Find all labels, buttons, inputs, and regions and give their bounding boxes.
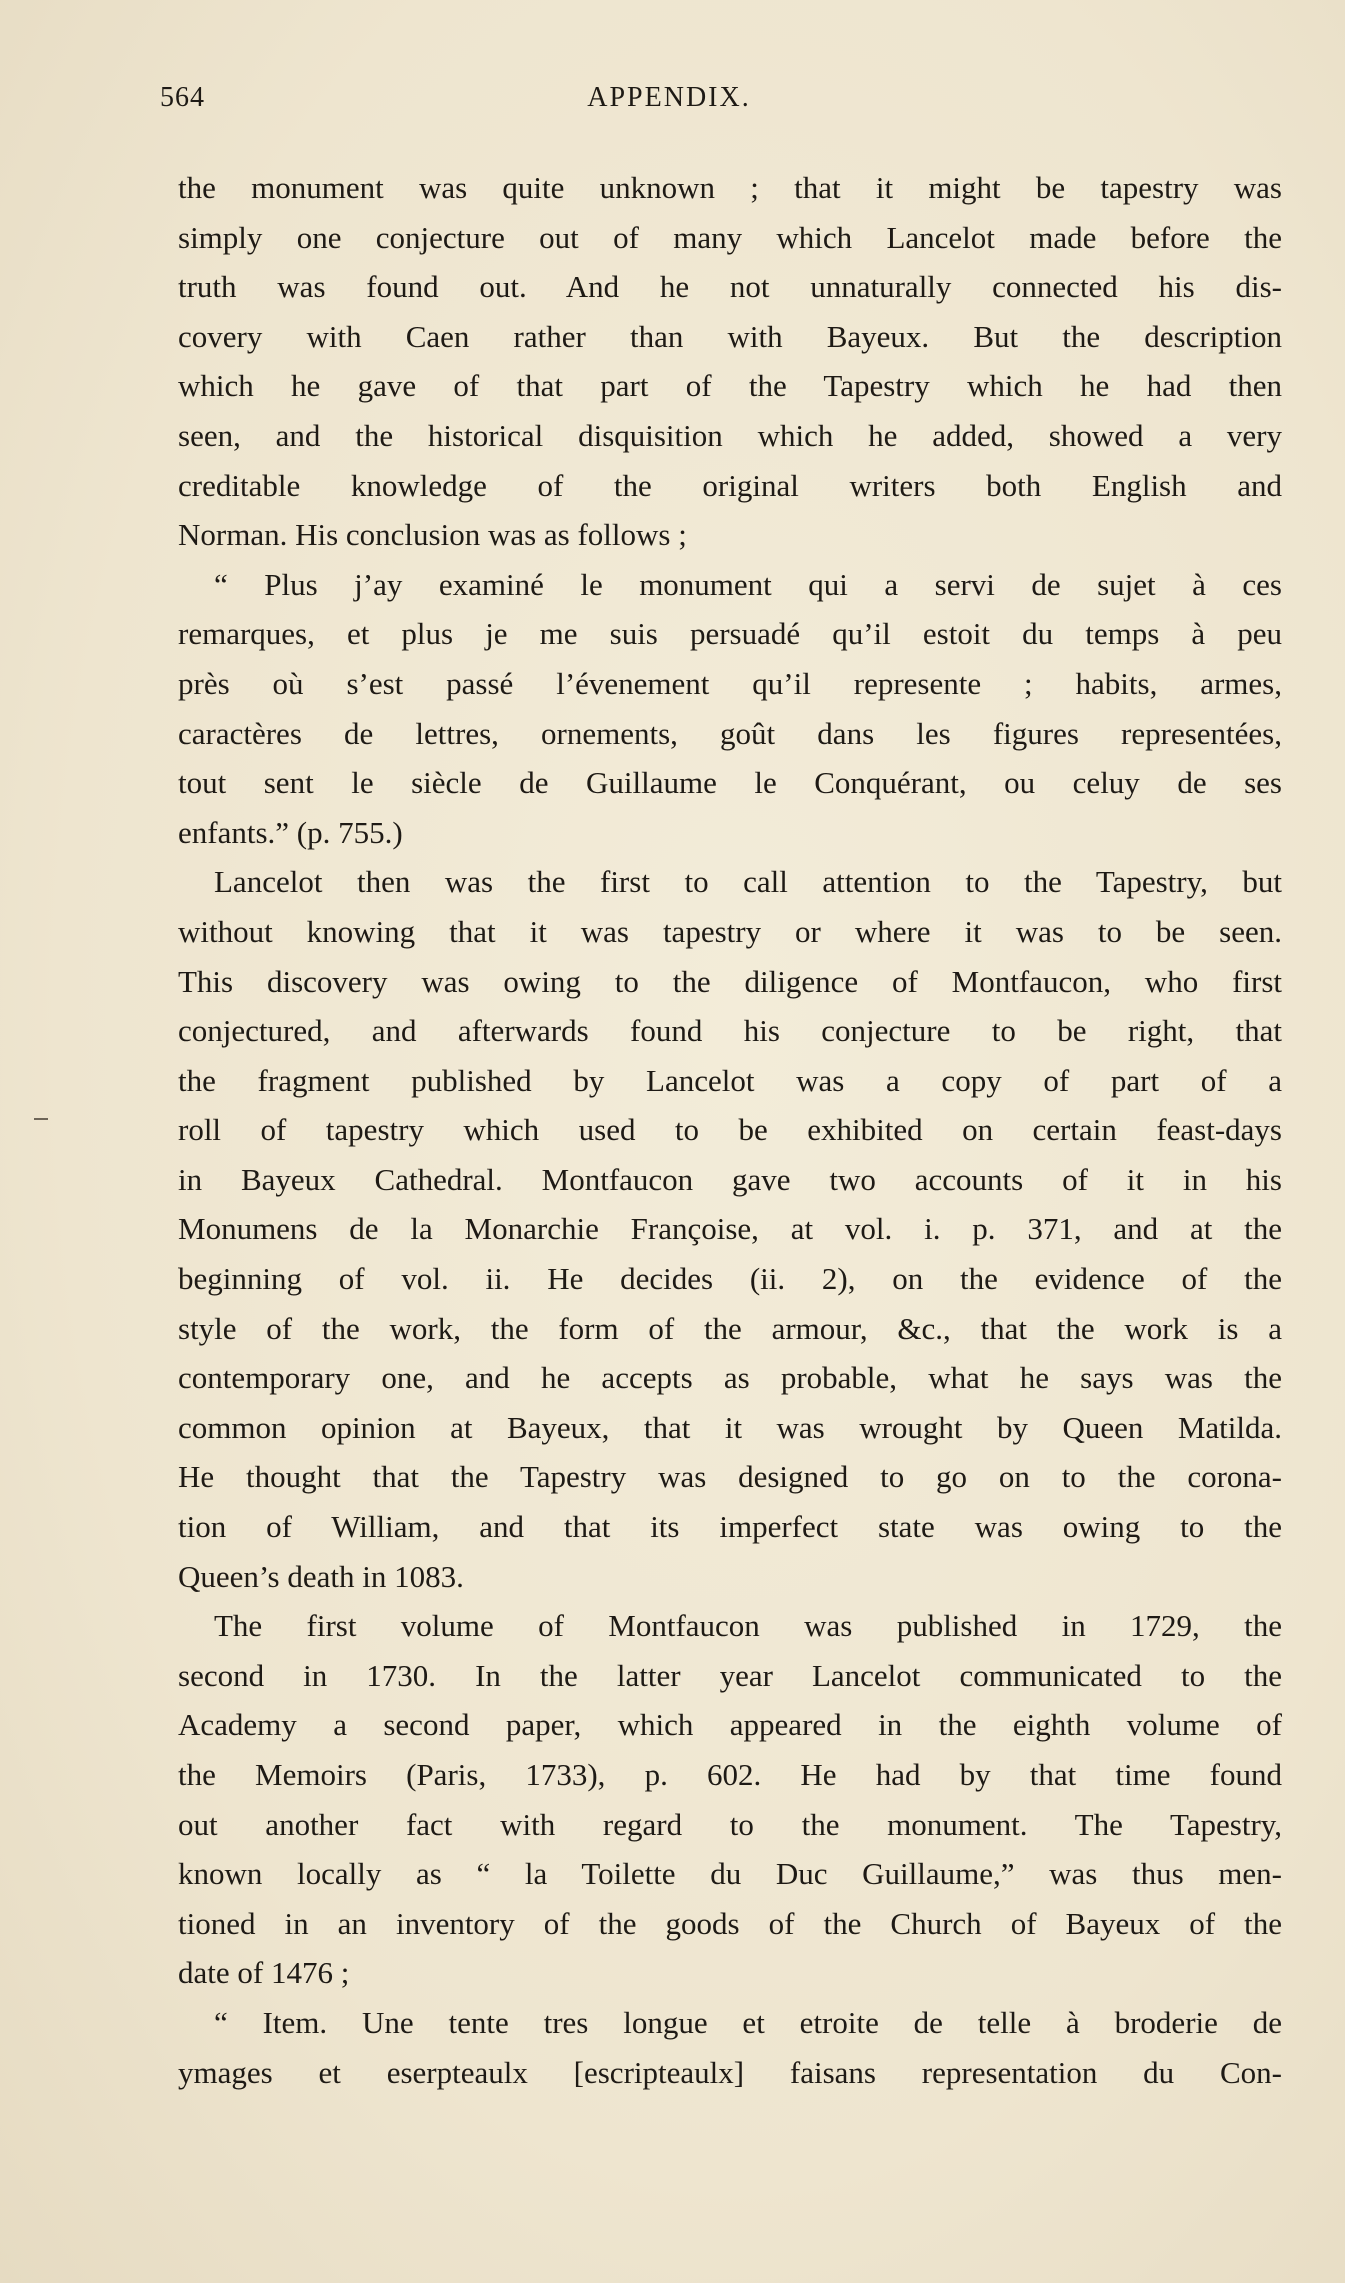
- text-line: Lancelot then was the first to call attention to the Tapestry, but: [214, 864, 1282, 900]
- text-line: He thought that the Tapestry was designed to go on to the corona-: [178, 1459, 1282, 1495]
- text-line: tout sent le siècle de Guillaume le Conquérant, ou celuy de ses: [178, 765, 1282, 801]
- text-line: covery with Caen rather than with Bayeux. But the description: [178, 318, 1282, 354]
- text-line: remarques, et plus je me suis persuadé qu’il estoit du temps à peu: [178, 616, 1282, 652]
- text-line: common opinion at Bayeux, that it was wrought by Queen Matilda.: [178, 1409, 1282, 1445]
- text-line: Norman. His conclusion was as follows ;: [178, 517, 687, 553]
- text-line: simply one conjecture out of many which Lancelot made before the: [178, 219, 1282, 255]
- text-line: The first volume of Montfaucon was published in 1729, the: [214, 1608, 1282, 1644]
- text-line: ymages et eserpteaulx [escripteaulx] faisans representation du Con-: [178, 2054, 1282, 2090]
- text-line: Monumens de la Monarchie Françoise, at vol. i. p. 371, and at the: [178, 1211, 1282, 1247]
- text-line: conjectured, and afterwards found his conjecture to be right, that: [178, 1013, 1282, 1049]
- text-line: date of 1476 ;: [178, 1955, 350, 1991]
- text-line: the Memoirs (Paris, 1733), p. 602. He had by that time found: [178, 1757, 1282, 1792]
- text-line: out another fact with regard to the monument. The Tapestry,: [178, 1806, 1282, 1842]
- text-line: Queen’s death in 1083.: [178, 1558, 464, 1594]
- page-header: [160, 82, 1178, 122]
- text-line: “ Item. Une tente tres longue et etroite de telle à broderie de: [214, 2004, 1282, 2040]
- text-line: tion of William, and that its imperfect state was owing to the: [178, 1509, 1282, 1545]
- text-line: Academy a second paper, which appeared in the eighth volume of: [178, 1707, 1282, 1743]
- text-line: truth was found out. And he not unnaturally connected his dis-: [178, 269, 1282, 305]
- text-line: caractères de lettres, ornements, goût dans les figures representées,: [178, 715, 1282, 751]
- text-line: creditable knowledge of the original writers both English and: [178, 467, 1282, 503]
- text-line: the monument was quite unknown ; that it might be tapestry was: [178, 170, 1282, 205]
- text-line: seen, and the historical disquisition which he added, showed a very: [178, 417, 1282, 453]
- text-line: style of the work, the form of the armour, &c., that the work is a: [178, 1310, 1282, 1346]
- text-line: without knowing that it was tapestry or where it was to be seen.: [178, 913, 1282, 949]
- text-line: beginning of vol. ii. He decides (ii. 2), on the evidence of the: [178, 1261, 1282, 1297]
- text-line: which he gave of that part of the Tapestry which he had then: [178, 368, 1282, 404]
- text-line: “ Plus j’ay examiné le monument qui a servi de sujet à ces: [214, 566, 1282, 602]
- text-line: This discovery was owing to the diligence of Montfaucon, who first: [178, 963, 1282, 999]
- running-title: APPENDIX.: [587, 82, 751, 113]
- body-text: [178, 163, 1282, 2097]
- text-line: second in 1730. In the latter year Lancelot communicated to the: [178, 1657, 1282, 1693]
- text-line: tioned in an inventory of the goods of the Church of Bayeux of the: [178, 1905, 1282, 1941]
- text-line: known locally as “ la Toilette du Duc Guillaume,” was thus men-: [178, 1856, 1282, 1892]
- page-number: 564: [160, 82, 205, 113]
- text-line: contemporary one, and he accepts as probable, what he says was the: [178, 1360, 1282, 1396]
- text-line: enfants.” (p. 755.): [178, 814, 403, 850]
- margin-mark: [34, 1118, 48, 1120]
- text-line: in Bayeux Cathedral. Montfaucon gave two accounts of it in his: [178, 1161, 1282, 1197]
- text-line: the fragment published by Lancelot was a copy of part of a: [178, 1062, 1282, 1098]
- text-line: roll of tapestry which used to be exhibited on certain feast-days: [178, 1112, 1282, 1148]
- text-line: près où s’est passé l’évenement qu’il represente ; habits, armes,: [178, 665, 1282, 701]
